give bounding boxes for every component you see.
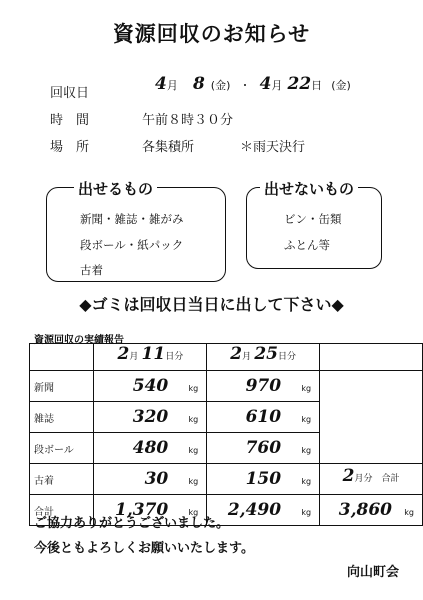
time-label: 時 間 [50, 113, 90, 128]
table-row [30, 371, 423, 402]
row-cell [94, 402, 207, 433]
time-value: 午前８時３０分 [142, 113, 234, 128]
col2-month-char: 月 [242, 352, 252, 362]
row-value: 970 [245, 376, 282, 396]
col1-month: 2 [117, 344, 130, 364]
unit-label: kg [301, 415, 312, 424]
date1-month: 4 [155, 74, 167, 94]
row-label: 新聞 [30, 371, 94, 402]
report-header-row [30, 344, 423, 371]
month-total-header-cell [320, 464, 423, 495]
thanks-line-1: ご協力ありがとうございました。 [34, 516, 230, 531]
unit-label: kg [301, 446, 312, 455]
date2-weekday: (金) [331, 79, 351, 92]
collection-dates [155, 74, 351, 94]
unit-label: kg [188, 415, 199, 424]
row-cell [207, 402, 320, 433]
row-cell [94, 433, 207, 464]
table-row [30, 464, 423, 495]
row-value: 150 [245, 469, 282, 489]
collection-date-label: 回収日 [50, 86, 90, 101]
table-row [30, 402, 423, 433]
thanks-line-2: 今後ともよろしくお願いいたします。 [34, 541, 254, 556]
row-value: 610 [245, 407, 282, 427]
unit-label: kg [404, 508, 414, 517]
unit-label: kg [301, 477, 312, 486]
row-cell [94, 371, 207, 402]
row-value: 320 [132, 407, 169, 427]
row-cell [94, 464, 207, 495]
unit-label: kg [301, 508, 312, 517]
unit-label: kg [301, 384, 312, 393]
header-col1 [94, 344, 207, 371]
date2-month: 4 [259, 74, 272, 94]
date1-day: 8 [192, 74, 205, 94]
month-total-cell [320, 495, 423, 526]
blank-cell [320, 371, 423, 402]
header-col3-blank [320, 344, 423, 371]
row-value: 540 [132, 376, 169, 396]
place-label: 場 所 [50, 140, 90, 155]
report-table [29, 343, 423, 526]
date2-day: 22 [287, 74, 312, 94]
can-dispose-item: 古着 [80, 263, 103, 277]
cannot-dispose-item: ふとん等 [284, 238, 330, 252]
date1-weekday: (金) [210, 79, 231, 92]
row-label: 雑誌 [30, 402, 94, 433]
row-cell [207, 464, 320, 495]
can-dispose-title: 出せるもの [74, 178, 157, 199]
row-cell [207, 371, 320, 402]
blank-cell [320, 433, 423, 464]
place-value: 各集積所 [142, 140, 195, 155]
can-dispose-box [46, 187, 226, 282]
col2-day: 25 [254, 344, 279, 364]
cannot-dispose-item: ビン・缶類 [284, 212, 342, 226]
table-row [30, 433, 423, 464]
row-cell [207, 433, 320, 464]
can-dispose-item: 段ボール・紙パック [80, 238, 184, 252]
month-total-value: 3,860 [338, 500, 392, 520]
date2-day-char: 日 [311, 79, 323, 92]
col1-month-char: 月 [129, 352, 139, 362]
col1-day-unit: 日分 [165, 352, 184, 362]
row-value: 2,490 [227, 500, 282, 520]
header-blank-cell [30, 344, 94, 371]
col2-month: 2 [230, 344, 243, 364]
row-value: 1,370 [115, 500, 169, 520]
header-col2 [207, 344, 320, 371]
organization-name: 向山町会 [346, 565, 399, 580]
garbage-notice: ◆ゴミは回収日当日に出して下さい◆ [79, 295, 344, 314]
unit-label: kg [188, 477, 199, 486]
unit-label: kg [188, 508, 199, 517]
unit-label: kg [188, 446, 199, 455]
blank-cell [320, 402, 423, 433]
row-label: 段ボール [30, 433, 94, 464]
report-title: 資源回収の実績報告 [34, 335, 124, 346]
row-label: 合計 [30, 495, 94, 526]
row-value: 480 [132, 438, 169, 458]
date1-month-char: 月 [166, 79, 178, 92]
date2-month-char: 月 [271, 79, 283, 92]
row-value: 760 [245, 438, 282, 458]
rain-note: ＊雨天決行 [240, 140, 306, 155]
row-value: 30 [144, 469, 169, 489]
cannot-dispose-box [246, 187, 382, 269]
cannot-dispose-title: 出せないもの [260, 178, 358, 199]
col1-day: 11 [141, 344, 166, 364]
page-title: 資源回収のお知らせ [112, 22, 311, 46]
month-total-month: 2 [342, 466, 355, 486]
col2-day-unit: 日分 [278, 352, 297, 362]
unit-label: kg [188, 384, 199, 393]
month-total-label: 月分 合計 [354, 474, 400, 484]
row-label: 古着 [30, 464, 94, 495]
can-dispose-item: 新聞・雑誌・雑がみ [80, 212, 184, 226]
date-separator: ・ [239, 79, 251, 92]
